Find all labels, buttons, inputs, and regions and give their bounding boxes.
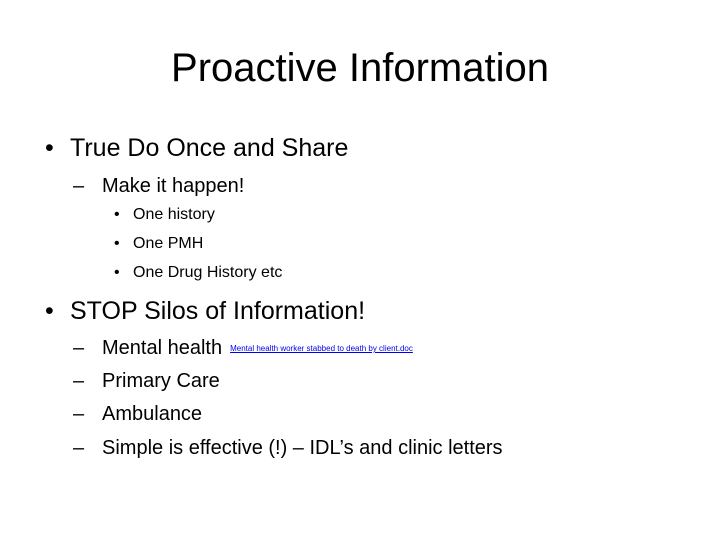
dash-marker: – bbox=[73, 437, 85, 459]
bullet-marker: • bbox=[45, 134, 54, 162]
bullet-true-do-once: True Do Once and Share bbox=[70, 134, 349, 162]
bullet-marker: • bbox=[114, 206, 120, 223]
sub-bullet-primary-care: Primary Care bbox=[102, 370, 220, 392]
attached-document-link[interactable]: Mental health worker stabbed to death by client.doc bbox=[230, 344, 413, 353]
sub-bullet-make-it-happen: Make it happen! bbox=[102, 175, 245, 197]
dash-marker: – bbox=[73, 175, 85, 197]
bullet-marker: • bbox=[114, 264, 120, 281]
sub-sub-bullet-one-pmh: One PMH bbox=[133, 235, 204, 252]
dash-marker: – bbox=[73, 370, 85, 392]
sub-sub-bullet-one-drug-history: One Drug History etc bbox=[133, 264, 283, 281]
dash-marker: – bbox=[73, 337, 85, 359]
sub-bullet-mental-health bbox=[102, 335, 413, 362]
sub-sub-bullet-one-history: One history bbox=[133, 206, 215, 223]
slide-title: Proactive Information bbox=[171, 46, 549, 90]
bullet-stop-silos: STOP Silos of Information! bbox=[70, 297, 366, 325]
mental-health-label: Mental health bbox=[102, 337, 223, 359]
dash-marker: – bbox=[73, 403, 85, 425]
bullet-marker: • bbox=[114, 235, 120, 252]
bullet-marker: • bbox=[45, 297, 54, 325]
sub-bullet-simple-is-effective: Simple is effective (!) – IDL’s and clinic letters bbox=[102, 437, 503, 459]
sub-bullet-ambulance: Ambulance bbox=[102, 403, 203, 425]
